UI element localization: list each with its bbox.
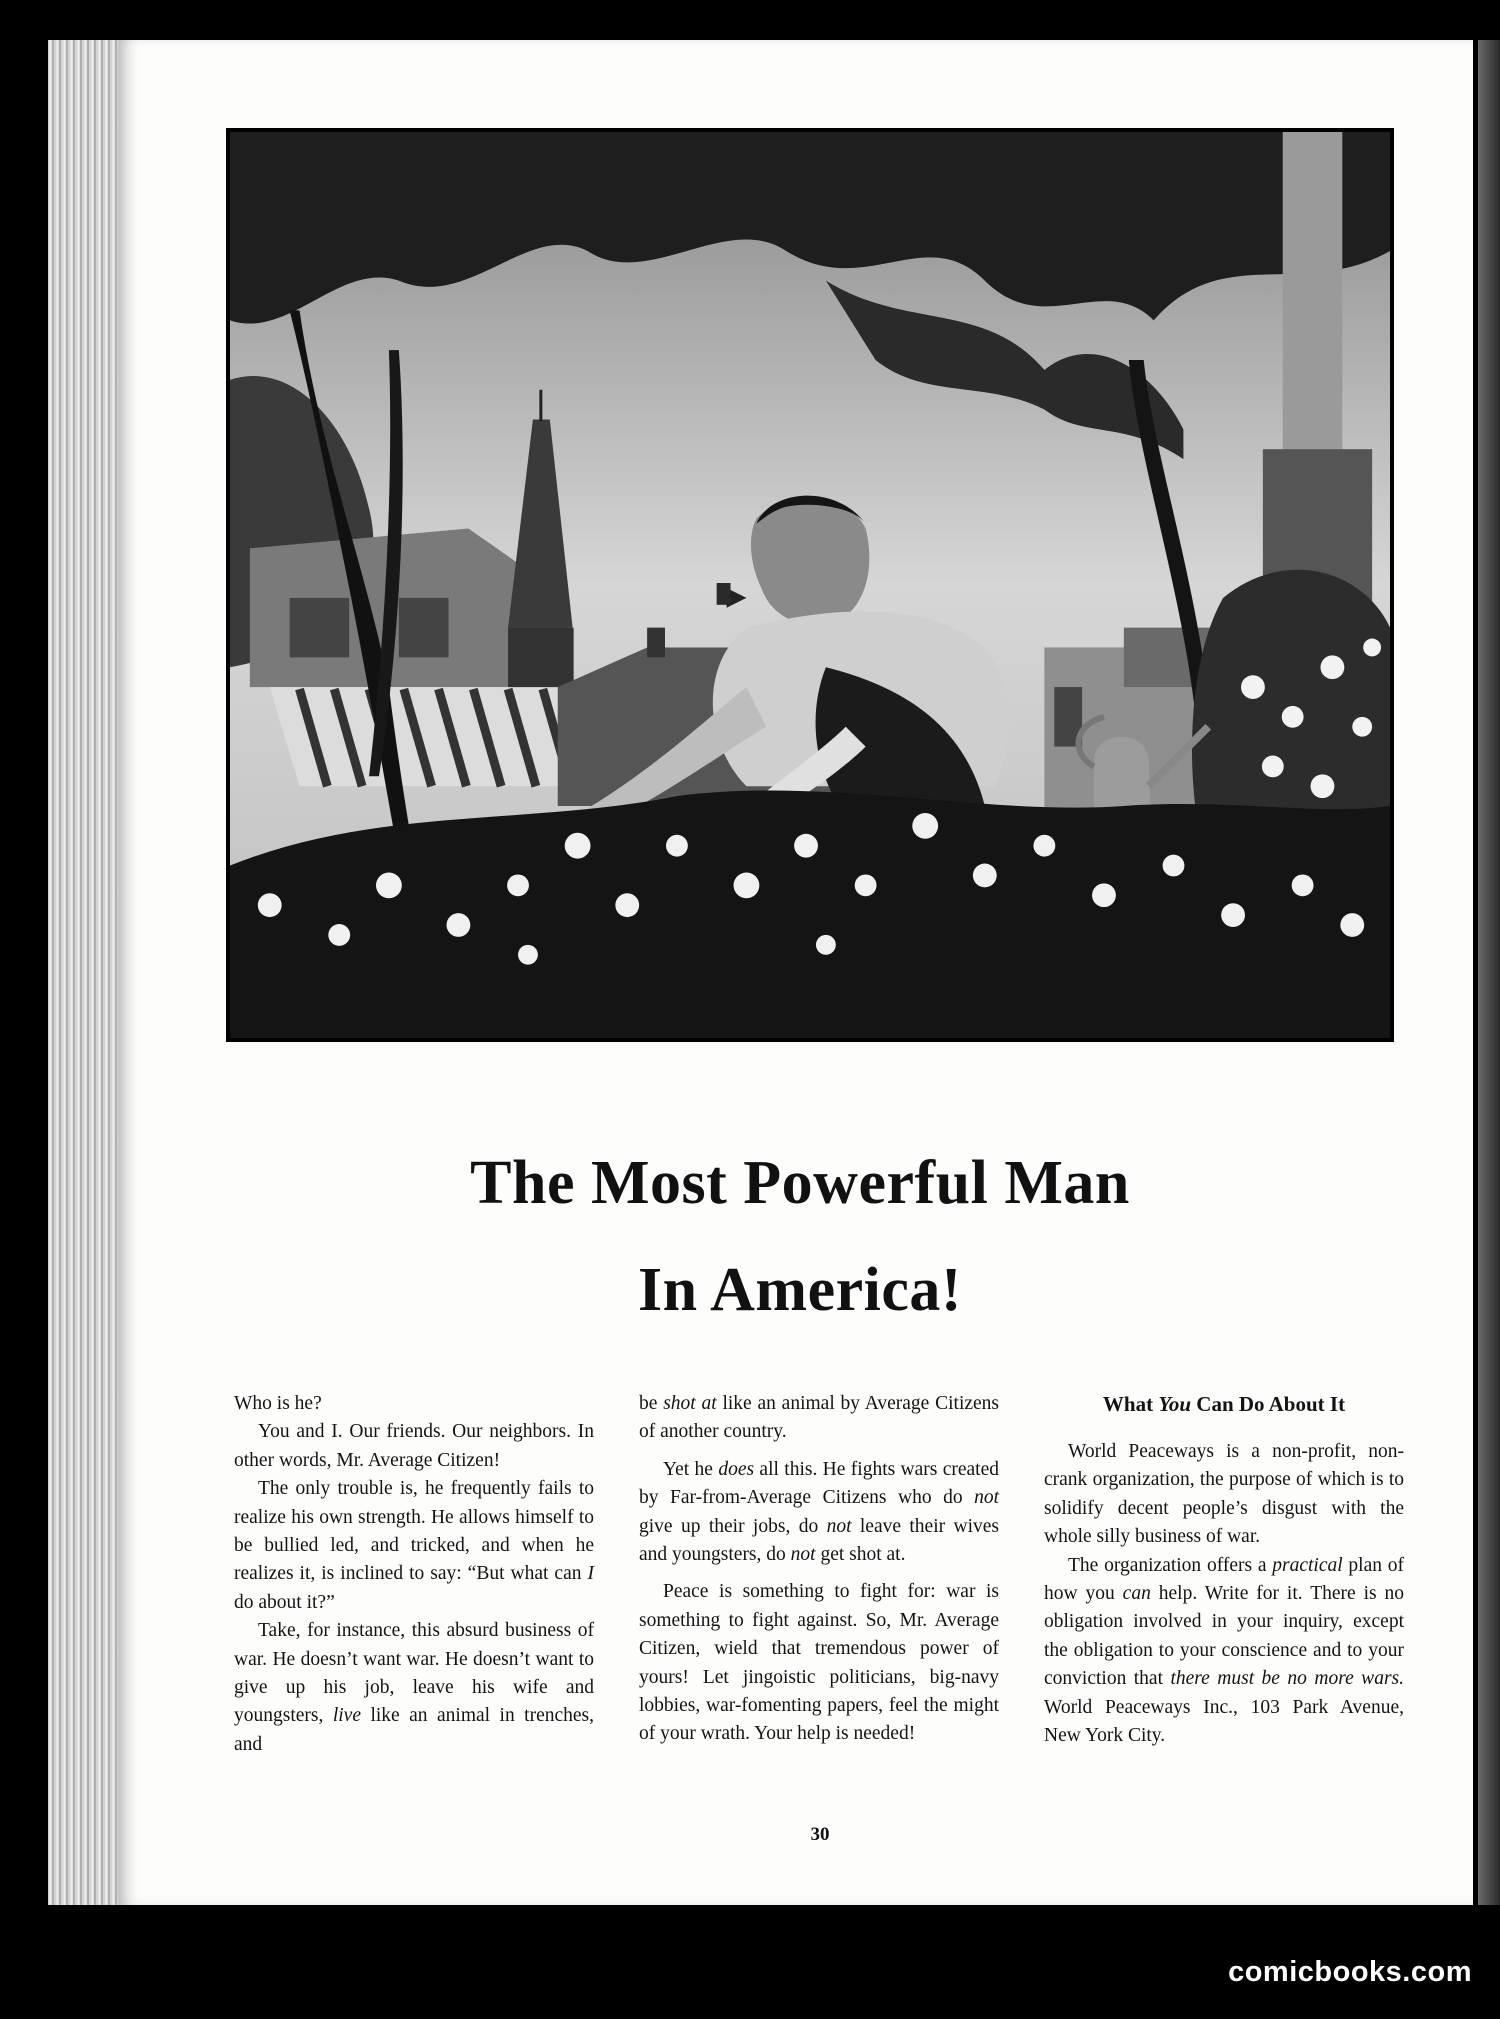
article-title-line2: In America!: [637, 1256, 963, 1324]
paragraph: Peace is something to fight for: war is something to fight against. So, Mr. Average Citizen, wield that tremendous power of yours! Let jingoistic politicians, big-navy lobbies, war-fomenting papers, feel the might of your wrath. Your help is needed!: [639, 1581, 999, 1745]
illustration-artwork: [230, 132, 1390, 1038]
paragraph: be shot at like an animal by Average Citizens of another country.: [639, 1393, 1000, 1443]
paragraph: Yet he does all this. He fights wars created by Far-from-Average Citizens who do not give up their jobs, do not leave their wives and youngsters, do not get shot at.: [639, 1458, 1000, 1566]
paragraph: The only trouble is, he frequently fails to realize his own strength. He allows himself to be bullied led, and tricked, and when he realizes it, is inclined to say: “But what can I do about it?”: [234, 1478, 594, 1613]
page-number: 30: [810, 1824, 830, 1845]
book-page-edges: [48, 40, 128, 1905]
article-column-3: [1044, 1390, 1404, 1750]
paragraph: Who is he?: [234, 1393, 322, 1414]
site-watermark: comicbooks.com: [1228, 1956, 1472, 1988]
article-column-2: [639, 1390, 999, 1749]
paragraph: Take, for instance, this absurd business of war. He doesn’t want war. He doesn’t want to give up his job, leave his wife and youngsters, live like an animal in trenches, and: [234, 1620, 594, 1755]
sidebar-heading: What You Can Do About It: [1102, 1392, 1346, 1416]
article-column-1: [234, 1390, 594, 1759]
book-right-edge: [1478, 40, 1500, 1905]
paragraph: The organization offers a practical plan of how you can help. Write for it. There is no obligation involved in your inquiry, except the obligation to your conscience and to your conviction that there must be no more wars. World Peaceways Inc., 103 Park Avenue, New York City.: [1044, 1554, 1404, 1747]
paragraph: You and I. Our friends. Our neighbors. In other words, Mr. Average Citizen!: [234, 1421, 594, 1471]
paragraph: World Peaceways is a non-profit, non-crank organization, the purpose of which is to solidify decent people’s disgust with the whole silly business of war.: [1044, 1441, 1404, 1548]
gardener-illustration: [226, 128, 1394, 1042]
article-title-line1: The Most Powerful Man: [470, 1149, 1130, 1217]
